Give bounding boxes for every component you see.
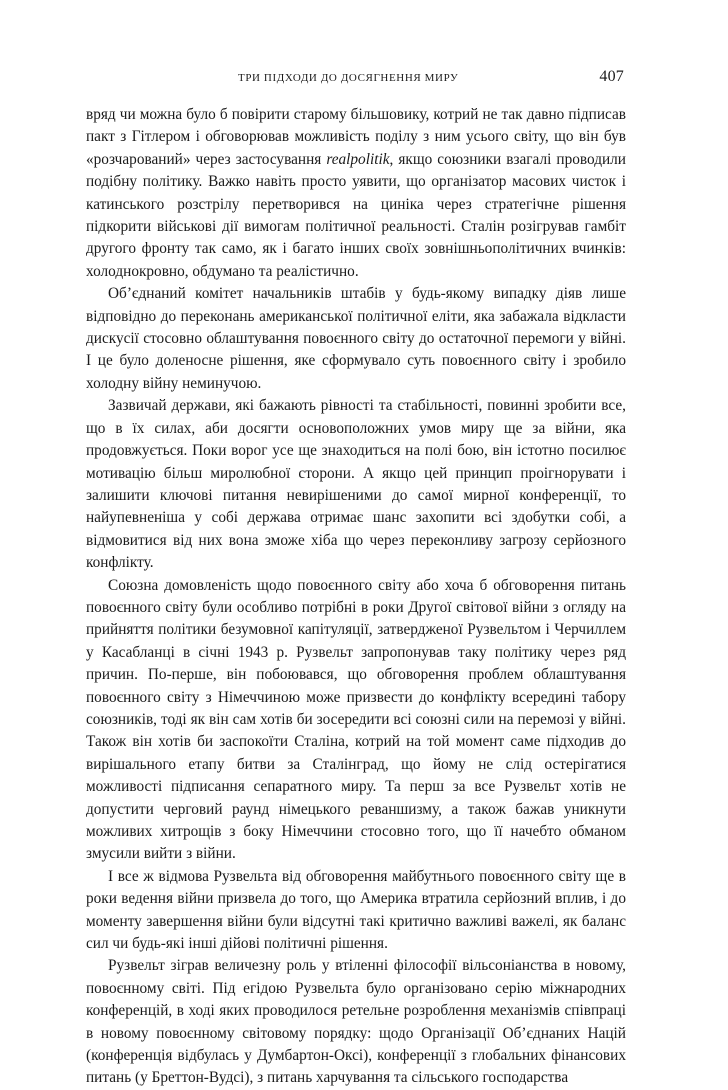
paragraph: [86, 575, 626, 866]
paragraph: [86, 104, 626, 283]
paragraph: [86, 866, 626, 956]
paragraph-text: , якщо союзники взагалі проводили подібну політику. Важко навіть просто уявити, що організатор масових чисток і катинського розстрілу перетворився на циніка через стратегічне рішення підкорити військові дії вимогам політичної реальності. Сталін розігрував гамбіт другого фронту так само, як і багато інших своїх зовнішньополітичних вчинків: холоднокровно, обдумано та реалістично.: [86, 150, 626, 280]
paragraph-text: вряд чи можна було б повірити старому більшовику, котрий не так давно підписав пакт з Гітлером і обговорював можливість поділу з ним усього світу, що він був «розчарований» через застосування: [86, 106, 626, 168]
paragraph-text: Рузвельт зіграв величезну роль у втіленні філософії вільсоніанства в новому, повоєнному світі. Під егідою Рузвельта було організовано серію міжнародних конференцій, в ході яких проводилося ретельне розроблення механізмів співпраці в новому повоєнному світовому порядку: щодо Організації Об’єднаних Націй (конференція відбулась у Думбартон-Оксі), конференції з глобальних фінансових питань (у Бреттон-Вудсі), з питань харчування та сільського господарства: [86, 957, 626, 1087]
paragraph-text: І все ж відмова Рузвельта від обговорення майбутнього повоєнного світу ще в роки ведення війни призвела до того, що Америка втратила серйозний вплив, і до моменту завершення війни були відсутні такі критично важливі важелі, як баланс сил чи будь-які інші дійові політичні рішення.: [86, 867, 626, 953]
page-number: 407: [599, 68, 624, 85]
paragraph: [86, 283, 626, 395]
paragraph-text: Зазвичай держави, які бажають рівності та стабільності, повинні зробити все, що в їх силах, аби досягти основоположних умов миру ще за війни, яка продовжується. Поки ворог усе ще знаходиться на полі бою, він істотно посилює мотивацію більш миролюбної сторони. А якщо цей принцип проігнорувати і залишити ключові питання невирішеними до самої мирної конференції, то найупевненіша у собі держава отримає шанс захопити всі здобутки собі, а відмовитися від них вона зможе хіба що через переконливу загрозу серйозного конфлікту.: [86, 397, 626, 572]
paragraph: [86, 955, 626, 1089]
running-title: ТРИ ПІДХОДИ ДО ДОСЯГНЕННЯ МИРУ: [238, 72, 459, 84]
book-page: [86, 66, 626, 1090]
paragraph: [86, 395, 626, 574]
paragraph-text: Союзна домовленість щодо повоєнного світу або хоча б обговорення питань повоєнного світу були особливо потрібні в роки Другої світової війни з огляду на прийняття політики безумовної капітуляції, затвердженої Рузвельтом і Черчиллем у Касабланці в січні 1943 р. Рузвельт запропонував таку політику через ряд причин. По-перше, він побоювався, що обговорення проблем облаштування повоєнного світу з Німеччиною може призвести до конфлікту всередині табору союзників, тоді як він сам хотів би зосередити всі союзні сили на перемозі у війні. Також він хотів би заспокоїти Сталіна, котрий на той момент саме підходив до вирішального етапу битви за Сталінград, що йому не слід остерігатися можливості підписання сепаратного миру. Та перш за все Рузвельт хотів не допустити черговий раунд німецького реваншизму, а також бажав уникнути можливих хитрощів з боку Німеччини стосовно того, що її начебто обманом змусили вийти з війни.: [86, 576, 626, 863]
running-header: [86, 66, 626, 90]
paragraph-text: Об’єднаний комітет начальників штабів у будь-якому випадку діяв лише відповідно до переконань американської політичної еліти, яка забажала відкласти дискусії стосовно облаштування повоєнного світу до остаточної перемоги у війні. І це було доленосне рішення, яке сформувало суть повоєнного світу і зробило холодну війну неминучою.: [86, 285, 626, 392]
page-body: [86, 104, 626, 1090]
italic-text: realpolitik: [326, 150, 390, 168]
